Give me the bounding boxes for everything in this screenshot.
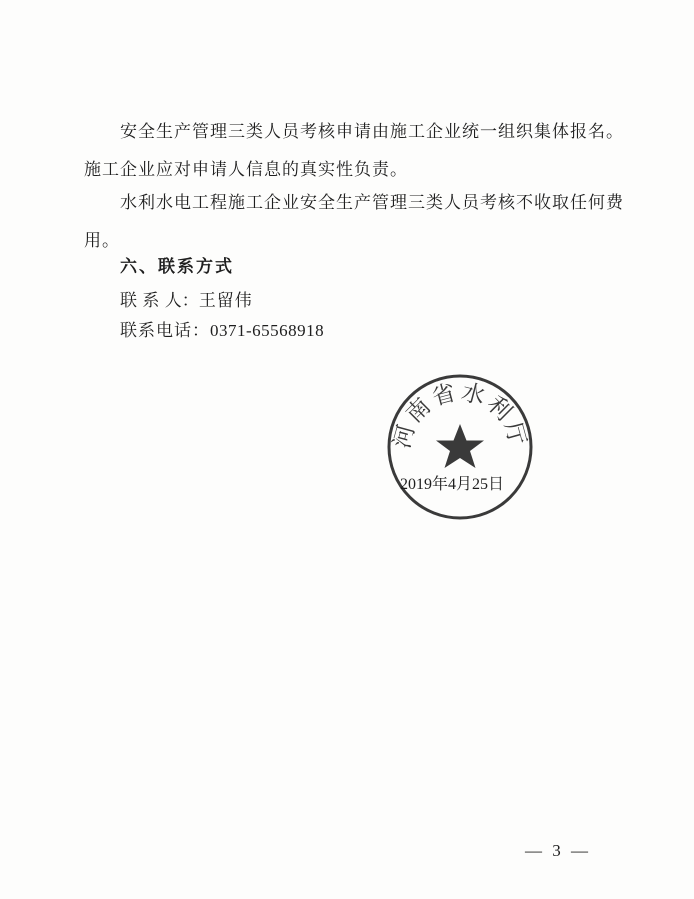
signature-date: 2019年4月25日 [400,476,505,493]
contact-phone-number: 0371-65568918 [210,321,325,340]
contact-phone-line [120,316,324,346]
section-heading-contact: 六、联系方式 [120,257,234,277]
contact-phone-label: 联系电话： [120,321,210,341]
official-seal [385,372,535,522]
seal-star-icon [436,424,484,468]
contact-person-name: 王留伟 [198,291,253,311]
paragraph-application: 安全生产管理三类人员考核申请由施工企业统一组织集体报名。施工企业应对申请人信息的真实性负责。 [84,122,624,180]
seal-text: 河南省水利厅 [389,379,531,452]
contact-person-line [120,286,253,316]
page-number: — 3 — [525,841,591,860]
paragraph-fees: 水利水电工程施工企业安全生产管理三类人员考核不收取任何费用。 [84,193,624,251]
contact-person-label: 联 系 人： [120,291,199,311]
